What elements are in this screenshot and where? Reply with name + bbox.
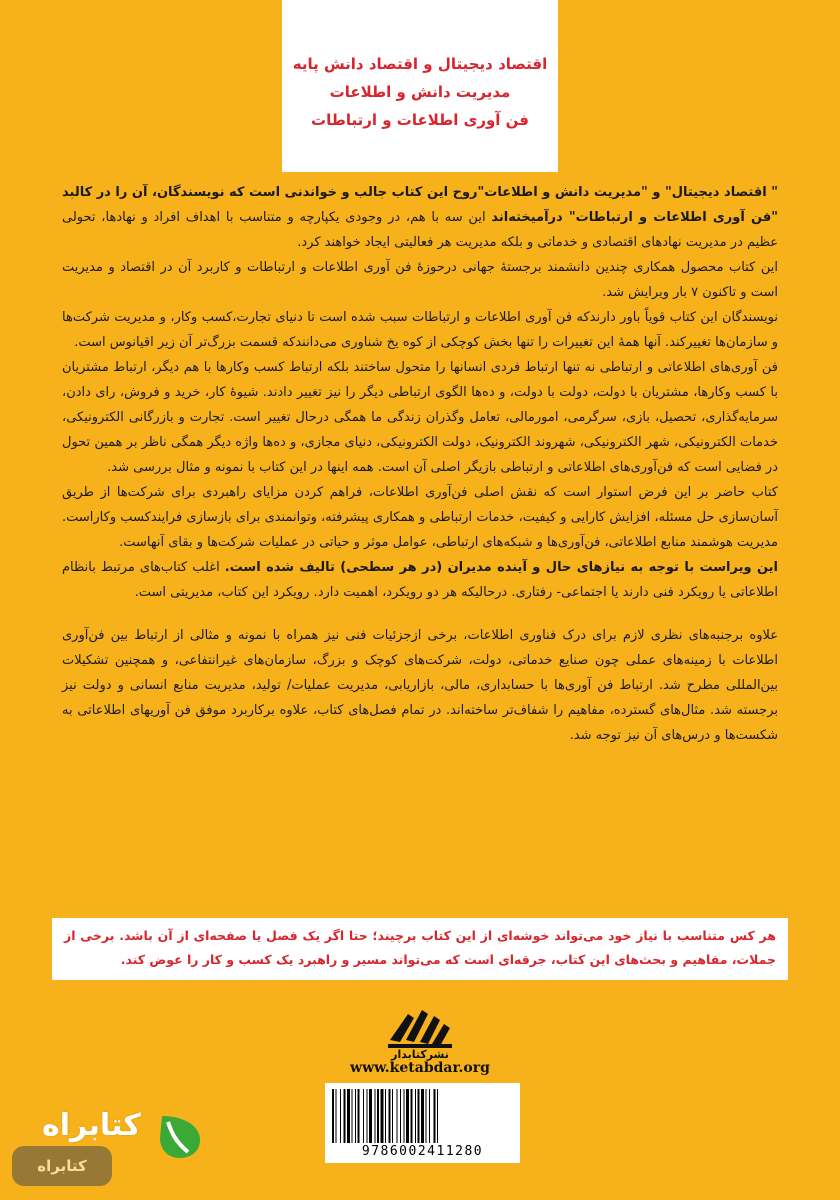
paragraph-1-rest: این سه با هم، در وجودی یکپارچه و متناسب با اهداف افراد و نهادها، تحولی عظیم در مدیریت نهادهای اقتصادی و خدماتی و بلکه مدیریت هر فعالیتی ایجاد خواهند کرد. bbox=[62, 210, 778, 250]
barcode-bar bbox=[389, 1089, 391, 1143]
paragraph-3: نویسندگان این کتاب قویاً باور دارندکه فن آوری اطلاعات و ارتباطات سبب شده است تا دنیای تجارت،کسب وکار، و مدیریت شرکت‌ها و سازمان‌ها تغییرکند. آنها همهٔ این تغییرات را تنها بخش کوچکی از کوه یخ شناوری می‌دانندکه قسمت بزرگ‌تر آن زیر اقیانوس است. bbox=[62, 310, 778, 350]
barcode-bar bbox=[381, 1089, 384, 1143]
publisher-website: www.ketabdar.org bbox=[350, 1060, 490, 1076]
title-line-1: اقتصاد دیجیتال و اقتصاد دانش پایه bbox=[292, 55, 548, 73]
paragraph-6 bbox=[62, 555, 778, 605]
barcode-bar bbox=[392, 1089, 393, 1143]
barcode-bar bbox=[406, 1089, 409, 1143]
barcode-bar bbox=[375, 1089, 376, 1143]
publisher-name: نشرکتابدار bbox=[391, 1048, 449, 1061]
barcode-bar bbox=[347, 1089, 350, 1143]
barcode-bar bbox=[429, 1089, 430, 1143]
barcode-icon bbox=[330, 1089, 515, 1143]
paragraph-6-bold: این ویراست با توجه به نیازهای حال و آینده مدیران (در هر سطحی) تالیف شده است. bbox=[224, 560, 778, 575]
title-line-2: مدیریت دانش و اطلاعات bbox=[329, 83, 511, 101]
book-leaf-icon bbox=[154, 1110, 206, 1162]
barcode-bar bbox=[418, 1089, 420, 1143]
back-cover-description bbox=[62, 180, 778, 748]
barcode-bar bbox=[340, 1089, 341, 1143]
watermark-text-large: کتابراه bbox=[42, 1108, 141, 1143]
barcode-bar bbox=[355, 1089, 356, 1143]
highlight-quote-box: هر کس متناسب با نیاز خود می‌تواند خوشه‌ای از این کتاب برچیند؛ حتا اگر یک فصل یا صفحه‌ای از آن باشد. برخی از جملات، مفاهیم و بحث‌های این کتاب، جرقه‌ای است که می‌تواند مسیر و راهبرد یک کسب و کار را عوض کند. bbox=[52, 918, 788, 980]
paragraph-6-rest: اغلب کتاب‌های مرتبط بانظام اطلاعاتی یا رویکرد فنی دارند یا اجتماعی- رفتاری. درحالیکه هر دو رویکرد، اهمیت دارد. رویکرد این کتاب، مدیریتی است. bbox=[62, 560, 778, 600]
paragraph-7: علاوه برجنبه‌های نظری لازم برای درک فناوری اطلاعات، برخی ازجزئیات فنی نیز همراه با نمونه و مثالی از ارتباط بین فن‌آوری اطلاعات با زمینه‌های عملی چون صنایع خدماتی، دولت، شرکت‌های کوچک و بزرگ، سازمان‌های غیرانتفاعی، و همچنین تشکیلات بین‌المللی مطرح شد. ارتباط فن آوری‌ها با حسابداری، مالی، بازاریابی، مدیریت عملیات/ تولید، مدیریت منابع انسانی و دولت نیز برجسته شد. مثال‌های گسترده، مفاهیم را شفاف‌تر ساخته‌اند. در تمام فصل‌های کتاب، علاوه برکاربرد موفق فن آوریهای اطلاعاتی به شکست‌ها و درس‌های آن نیز توجه شد. bbox=[62, 628, 778, 743]
watermark-logo bbox=[37, 1102, 212, 1192]
barcode-bar bbox=[426, 1089, 427, 1143]
barcode-bar bbox=[415, 1089, 416, 1143]
barcode-bar bbox=[358, 1089, 360, 1143]
paragraph-1-bold: " اقتصاد دیجیتال" و "مدیریت دانش و اطلاعات"روح این کتاب جالب و خواندنی است که نویسندگان، آن را در کالبد "فن آوری اطلاعات و ارتباطات" درآمیخته‌اند bbox=[62, 185, 778, 225]
barcode-bar bbox=[336, 1089, 337, 1143]
isbn-barcode bbox=[325, 1083, 520, 1163]
barcode-bar bbox=[421, 1089, 424, 1143]
paragraph-4: فن آوری‌های اطلاعاتی و ارتباطی نه تنها ارتباط فردی انسانها را متحول ساختند بلکه ارتباط کسب وکارها با هم دیگر، ارتباط مشتریان با کسب وکارها، مشتریان با دولت، دولت با دولت، و ده‌ها الگوی ارتباطی دیگر را نیز تغییر دادند. شیوهٔ کار، خرید و فروش، رای دادن، سرمایه‌گذاری، تحصیل، بازی، سرگرمی، امورمالی، تعامل وگذران زندگی ما همگی درحال تغییر است. تجارت و بازرگانی الکترونیکی، خدمات الکترونیکی، شهر الکترونیکی، شهروند الکترونیک، دولت الکترونیکی، دنیای مجازی، و ده‌ها واژه دیگر همگی ناظر بر همین تحول در فضایی است که فن‌آوری‌های اطلاعاتی و ارتباطی بازیگر اصلی آن است. همه اینها در این کتاب با نمونه و مثال بررسی شد. bbox=[62, 360, 778, 475]
barcode-bar bbox=[352, 1089, 353, 1143]
publisher-logo bbox=[380, 1000, 460, 1068]
barcode-bar bbox=[400, 1089, 401, 1143]
barcode-bar bbox=[363, 1089, 364, 1143]
watermark-text-small: کتابراه bbox=[12, 1146, 112, 1186]
barcode-bar bbox=[404, 1089, 405, 1143]
barcode-bar bbox=[344, 1089, 346, 1143]
barcode-bar bbox=[434, 1089, 436, 1143]
paragraph-2: این کتاب محصول همکاری چندین دانشمند برجستهٔ جهانی درحوزهٔ فن آوری اطلاعات و ارتباطات و کاربرد آن در اقتصاد و مدیریت است و تاکنون ۷ بار ویرایش شد. bbox=[62, 260, 778, 300]
barcode-bar bbox=[397, 1089, 398, 1143]
paragraph-5: کتاب حاضر بر این فرض استوار است که نقش اصلی فن‌آوری اطلاعات، فراهم کردن مزایای راهبردی برای شرکت‌ها از طریق آسان‌سازی حل مسئله، افزایش کارایی و کیفیت، خدمات ارتباطی و همکاری پیشرفته، وتوانمندی برای بازسازی فرایندکسب وکاراست. مدیریت هوشمند منابع اطلاعاتی، فن‌آوری‌ها و شبکه‌های ارتباطی، عوامل موثر و حیاتی در عملیات شرکت‌ها و بقای آنهاست. bbox=[62, 485, 778, 550]
title-line-3: فن آوری اطلاعات و ارتباطات bbox=[311, 111, 529, 129]
paragraph-1 bbox=[62, 180, 778, 255]
barcode-bar bbox=[411, 1089, 413, 1143]
cover-title-box bbox=[282, 0, 558, 172]
barcode-bar bbox=[385, 1089, 386, 1143]
barcode-bar bbox=[377, 1089, 379, 1143]
barcode-bar bbox=[369, 1089, 372, 1143]
barcode-bar bbox=[367, 1089, 368, 1143]
isbn-number: 9786002411280 bbox=[361, 1144, 484, 1159]
barcode-bar bbox=[437, 1089, 438, 1143]
barcode-bar bbox=[332, 1089, 334, 1143]
